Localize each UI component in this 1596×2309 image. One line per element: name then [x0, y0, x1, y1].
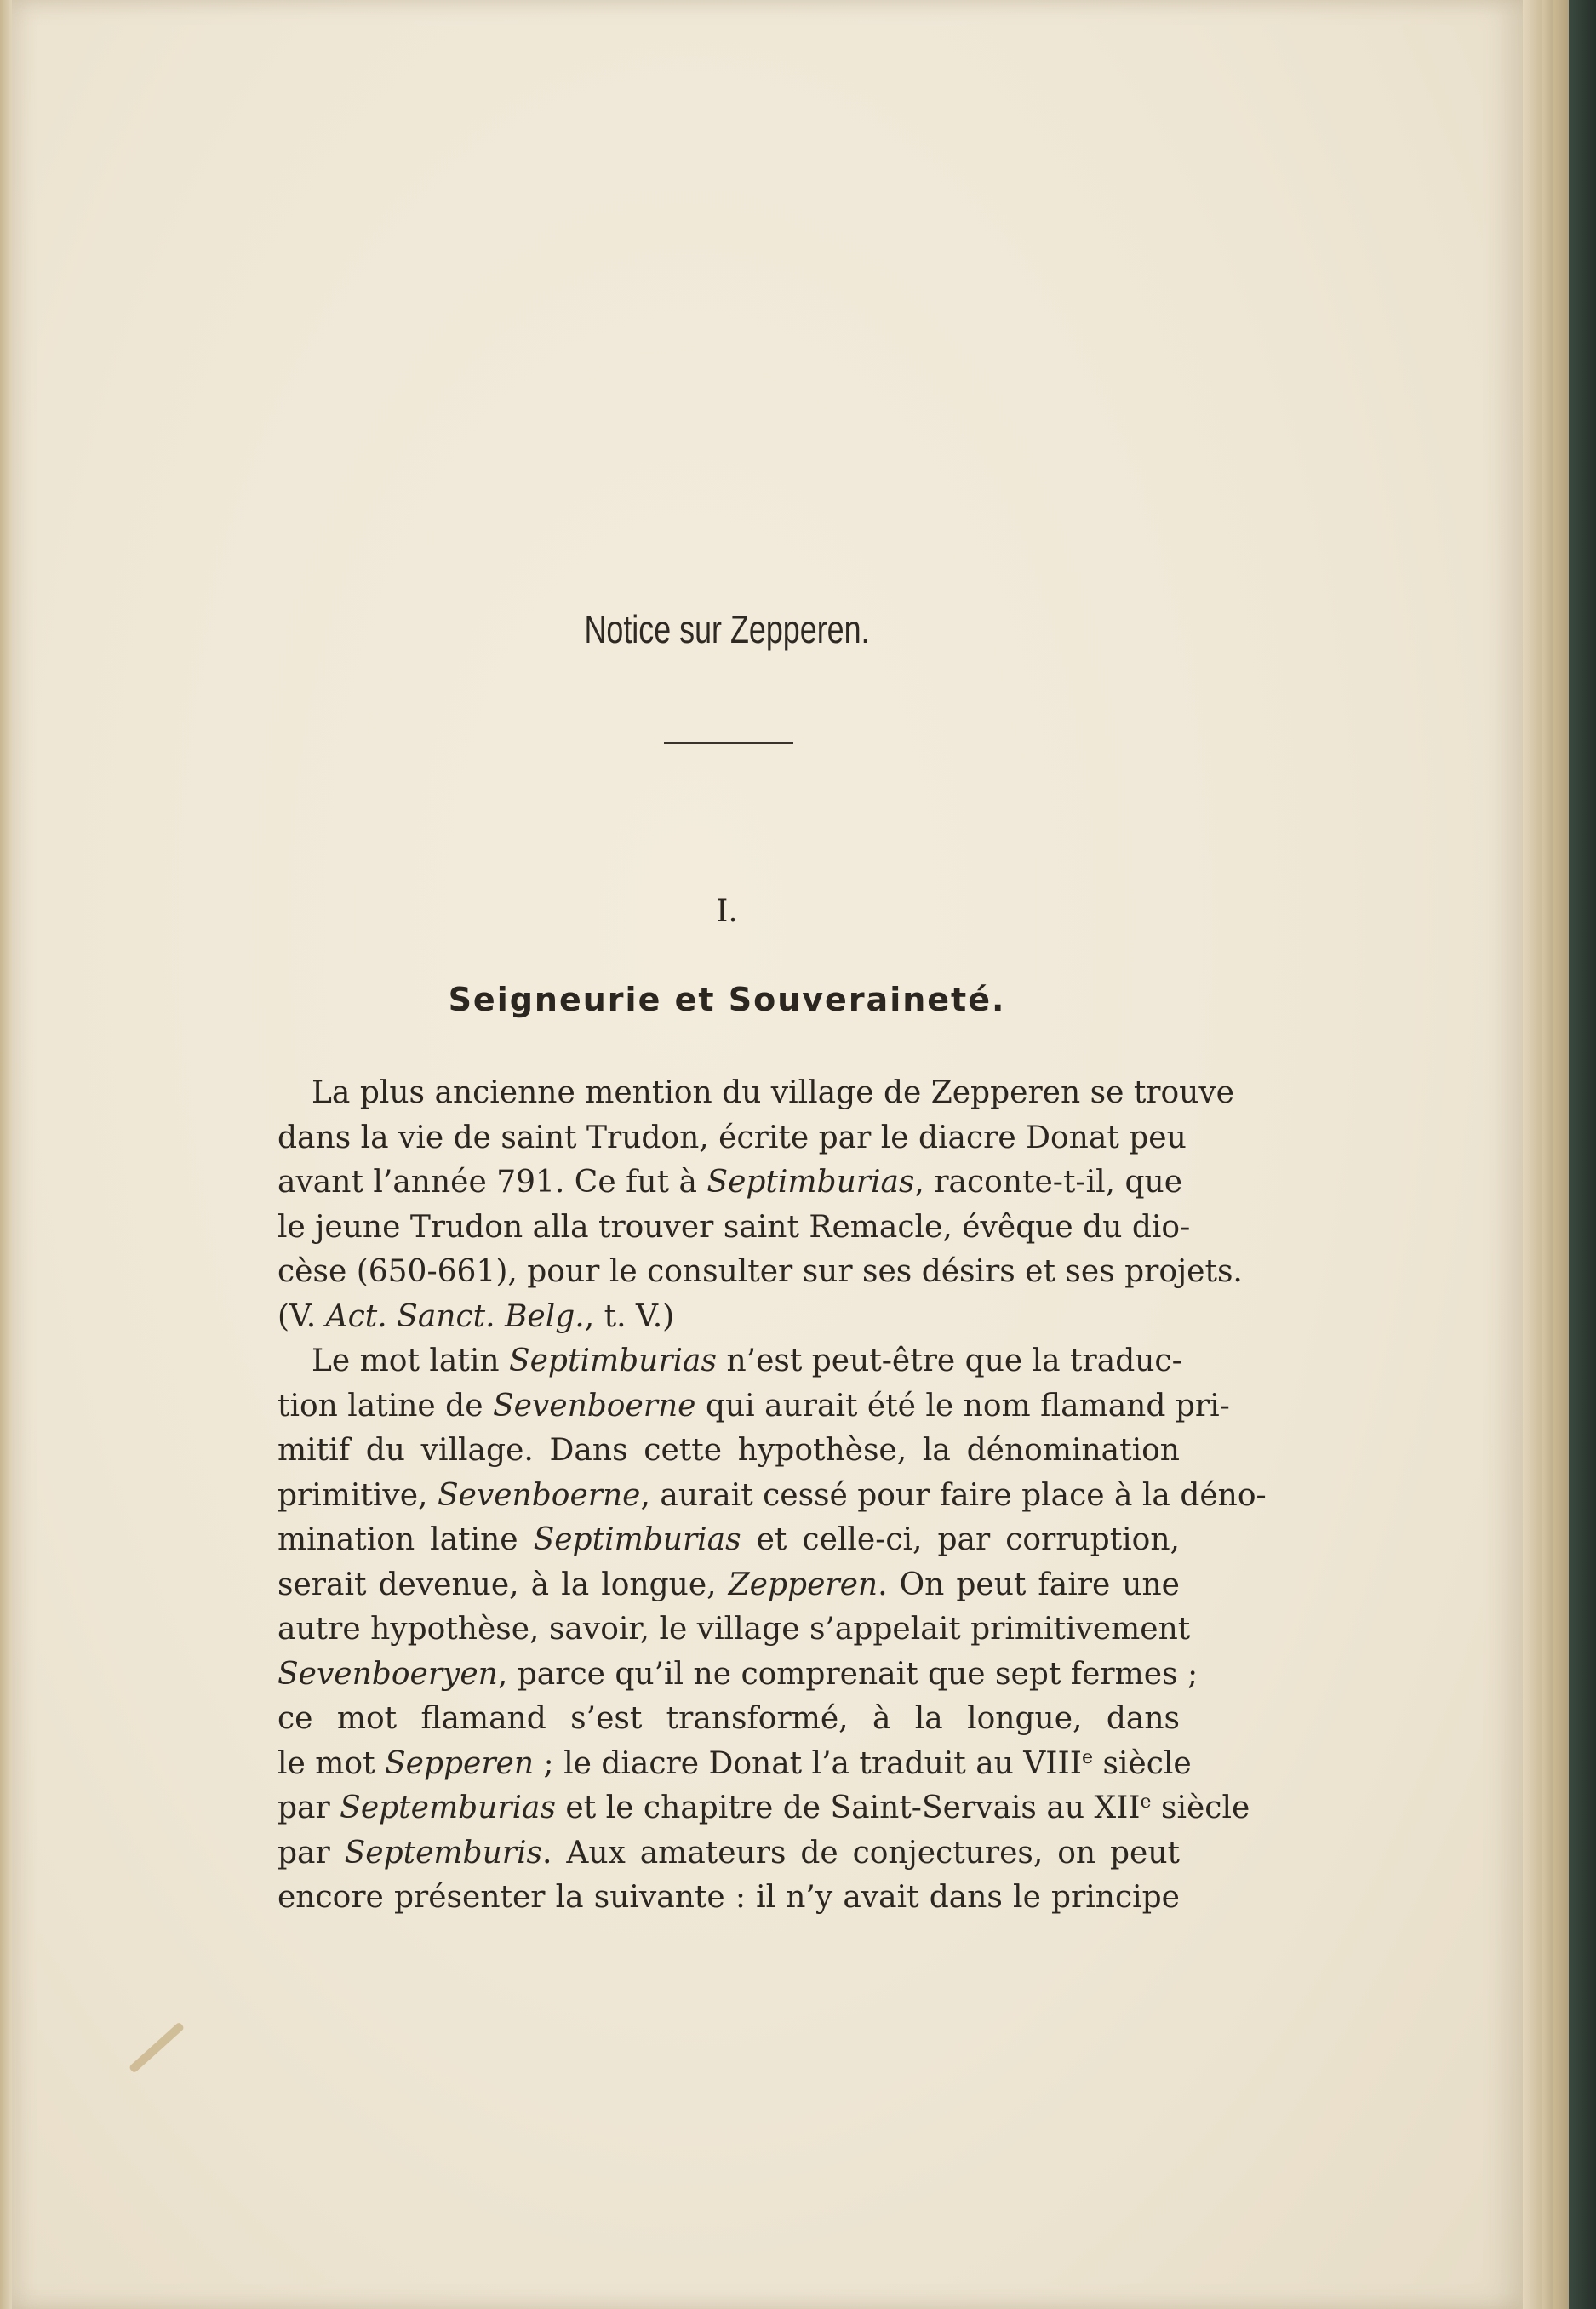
book-cover [1569, 0, 1596, 2309]
title-rule [664, 742, 793, 744]
binding-edge [0, 0, 12, 2309]
page-edge [1542, 0, 1553, 2309]
text-line: Le mot latin Septimburias n’est peut-être que la traduc- [312, 1344, 1182, 1378]
text-line: encore présenter la suivante : il n’y avait dans le principe [277, 1880, 1180, 1915]
body-text [277, 1071, 1267, 1921]
text-line: Sevenboeryen, parce qu’il ne comprenait que sept fermes ; [277, 1656, 1198, 1692]
text-line: serait devenue, à la longue, Zepperen. On peut faire une [277, 1567, 1180, 1602]
text-line: ce mot flamand s’est transformé, à la longue, dans [277, 1701, 1180, 1736]
text-line: tion latine de Sevenboerne qui aurait été le nom flamand pri- [277, 1388, 1230, 1424]
text-line: (V. Act. Sanct. Belg., t. V.) [277, 1298, 675, 1334]
text-line: cèse (650-661), pour le consulter sur ses désirs et ses projets. [277, 1254, 1243, 1289]
text-line: par Septemburis. Aux amateurs de conjectures, on peut [277, 1835, 1180, 1871]
text-line: avant l’année 791. Ce fut à Septimburias, raconte-t-il, que [277, 1165, 1183, 1200]
paper-smudge [129, 2022, 185, 2074]
text-line: autre hypothèse, savoir, le village s’appelait primitivement [277, 1612, 1191, 1647]
text-line: primitive, Sevenboerne, aurait cessé pour faire place à la déno- [277, 1477, 1267, 1513]
text-line: le jeune Trudon alla trouver saint Remacle, évêque du dio- [277, 1209, 1191, 1245]
text-line: mitif du village. Dans cette hypothèse, la dénomination [277, 1433, 1180, 1468]
text-line: le mot Sepperen ; le diacre Donat l’a traduit au VIIIe siècle [277, 1745, 1192, 1781]
text-line: La plus ancienne mention du village de Zepperen se trouve [312, 1075, 1234, 1110]
page-edge [1523, 0, 1542, 2309]
page-edge [1553, 0, 1569, 2309]
paper-sheet [12, 0, 1523, 2309]
section-heading: Seigneurie et Souveraineté. [448, 981, 1006, 1018]
page-title: Notice sur Zepperen. [584, 607, 870, 651]
text-line: dans la vie de saint Trudon, écrite par le diacre Donat peu [277, 1120, 1187, 1155]
section-number: I. [716, 894, 738, 929]
text-line: par Septemburias et le chapitre de Saint-Servais au XIIe siècle [277, 1790, 1250, 1825]
text-line: mination latine Septimburias et celle-ci, par corruption, [277, 1522, 1180, 1557]
